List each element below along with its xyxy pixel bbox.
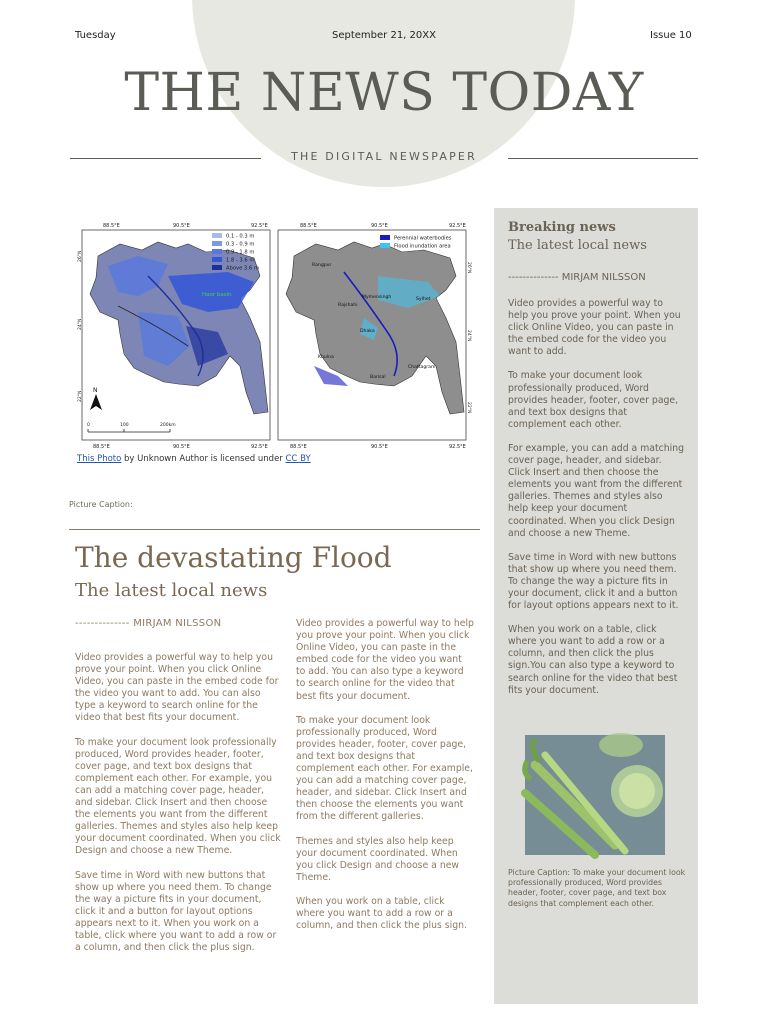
tagline-rule-left: [70, 158, 261, 159]
map-right-top-tick: 92.5°E: [449, 223, 466, 229]
map-lat-tick: 24°N: [78, 318, 83, 330]
sidebar-author: -------------- MIRJAM NILSSON: [508, 272, 646, 283]
sidebar-picture-caption: Picture Caption: To make your document look professionally produced, Word provides header, footer, cover page, and text box designs that complement each other.: [508, 868, 686, 908]
map-lat-tick: 26°N: [78, 250, 83, 262]
photo-link[interactable]: This Photo: [77, 454, 122, 464]
legend-swatch: [212, 265, 222, 270]
article-column-2: [296, 618, 474, 944]
svg-text:Rajshahi: Rajshahi: [338, 303, 358, 308]
sidebar-title: Breaking news: [508, 220, 616, 235]
article-paragraph: Save time in Word with new buttons that show up where you need them. To change the way a picture fits in your document, click it and a button for layout options appears next to it. When you work on a table, click where you want to add a row or a column, and then click the plus sign.: [75, 869, 277, 954]
map-left-bottom-tick: 88.5°E: [93, 444, 110, 450]
svg-text:Barisal: Barisal: [370, 375, 386, 380]
article-subtitle: The latest local news: [75, 580, 268, 601]
legend-label: Perennial waterbodies: [394, 235, 452, 242]
legend-label: 0.1 - 0.3 m: [226, 233, 255, 240]
header-date: September 21, 20XX: [332, 30, 436, 41]
map-left-top-tick: 88.5°E: [103, 223, 120, 229]
breaking-news-sidebar: [494, 208, 698, 1004]
svg-text:200km: 200km: [160, 423, 176, 428]
license-link[interactable]: CC BY: [285, 454, 311, 464]
svg-text:Mymensingh: Mymensingh: [362, 295, 392, 300]
header-day: Tuesday: [75, 30, 116, 41]
photo-credit: [77, 454, 477, 464]
map-left-bottom-tick: 92.5°E: [251, 444, 268, 450]
header-issue: Issue 10: [650, 30, 692, 41]
article-column-1: [75, 652, 282, 966]
legend-swatch: [380, 235, 390, 240]
article-title: The devastating Flood: [75, 541, 392, 574]
map-left-top-tick: 90.5°E: [173, 223, 190, 229]
picture-caption: Picture Caption:: [69, 500, 133, 509]
sidebar-paragraph: Save time in Word with new buttons that show up where you need them. To change the way a picture fits in your document, click it and a button for layout options appears next to it.: [508, 551, 679, 612]
article-paragraph: Themes and styles also help keep your document coordinated. When you click Design and choose a new Theme.: [296, 835, 460, 883]
legend-label: 0.3 - 0.9 m: [226, 241, 255, 248]
svg-text:0: 0: [87, 423, 90, 428]
masthead-title: THE NEWS TODAY: [124, 63, 644, 123]
legend-label: 0.9 - 1.8 m: [226, 249, 255, 256]
legend-label: Above 3.6 m: [226, 265, 259, 272]
map-lat-tick: 22°N: [466, 402, 471, 414]
sidebar-subtitle: The latest local news: [508, 238, 647, 253]
map-right-top-tick: 90.5°E: [371, 223, 388, 229]
svg-text:Chattagram: Chattagram: [408, 365, 436, 370]
article-paragraph: To make your document look professionally produced, Word provides header, footer, cover page, and text box designs that complement each other. For example, you can add a matching cover page, header, and sidebar. Click Insert and then choose the elements you want from the different galleries.: [296, 714, 473, 823]
map-lat-tick: 24°N: [466, 330, 471, 342]
svg-text:Sylhet: Sylhet: [416, 297, 431, 302]
legend-label: Flood inundation area: [394, 243, 451, 250]
svg-text:N: N: [93, 387, 98, 394]
legend-swatch: [380, 243, 390, 248]
map-left-top-tick: 92.5°E: [251, 223, 268, 229]
svg-text:Rangpur: Rangpur: [312, 263, 332, 268]
tagline-rule-right: [508, 158, 698, 159]
article-paragraph: Video provides a powerful way to help you prove your point. When you click Online Video, you can paste in the embed code for the video you want to add. You can also type a keyword to search online for the video that best fits your document.: [296, 618, 474, 702]
map-right-bottom-tick: 92.5°E: [449, 444, 466, 450]
legend-swatch: [212, 241, 222, 246]
sidebar-body: [508, 298, 684, 709]
legend-label: 1.8 - 3.6 m: [226, 257, 255, 264]
article-paragraph: Video provides a powerful way to help you prove your point. When you click Online Video, you can paste in the embed code for the video you want to add. You can also type a keyword to search online for the video that best fits your document.: [75, 652, 279, 724]
legend-swatch: [212, 257, 222, 262]
flood-map-figure: [78, 216, 470, 452]
article-divider: [69, 529, 480, 530]
svg-text:100: 100: [120, 423, 129, 428]
sidebar-paragraph: When you work on a table, click where you want to add a row or a column, and then click the plus sign.You can also type a keyword to search online for the video that best fits your document.: [508, 624, 678, 696]
map-right-bottom-tick: 88.5°E: [290, 444, 307, 450]
sidebar-paragraph: To make your document look professionally produced, Word provides header, footer, cover page, and text box designs that complement each other.: [508, 370, 679, 430]
legend-swatch: [212, 249, 222, 254]
map-haor-label: Haor basin: [202, 292, 232, 298]
article-author: -------------- MIRJAM NILSSON: [75, 618, 222, 629]
svg-text:Khulna: Khulna: [318, 355, 334, 360]
map-right-bottom-tick: 90.5°E: [371, 444, 388, 450]
article-paragraph: To make your document look professionally produced, Word provides header, footer, cover page, and text box designs that complement each other. For example, you can add a matching cover page, header, and sidebar. Click Insert and then choose the elements you want from the different galleries. Themes and styles also help keep your document coordinated. When you click Design and choose a new Theme.: [75, 736, 281, 857]
article-paragraph: When you work on a table, click where you want to add a row or a column, and then click the plus sign.: [296, 895, 467, 932]
sidebar-paragraph: For example, you can add a matching cover page, header, and sidebar. Click Insert and then choose the elements you want from the different galleries. Themes and styles also help keep your document coordinated. When you click Design and choose a new Theme.: [508, 442, 684, 539]
map-left-bottom-tick: 90.5°E: [173, 444, 190, 450]
photo-credit-text: by Unknown Author is licensed under: [121, 454, 286, 464]
map-lat-tick: 26°N: [466, 262, 471, 274]
legend-swatch: [212, 233, 222, 238]
map-right-top-tick: 88.5°E: [300, 223, 317, 229]
tagline: THE DIGITAL NEWSPAPER: [291, 150, 477, 163]
map-lat-tick: 22°N: [78, 390, 83, 402]
celery-photo: [525, 735, 665, 855]
svg-text:Dhaka: Dhaka: [360, 329, 375, 334]
sidebar-paragraph: Video provides a powerful way to help you prove your point. When you click Online Video, you can paste in the embed code for the video you want to add.: [508, 298, 681, 358]
